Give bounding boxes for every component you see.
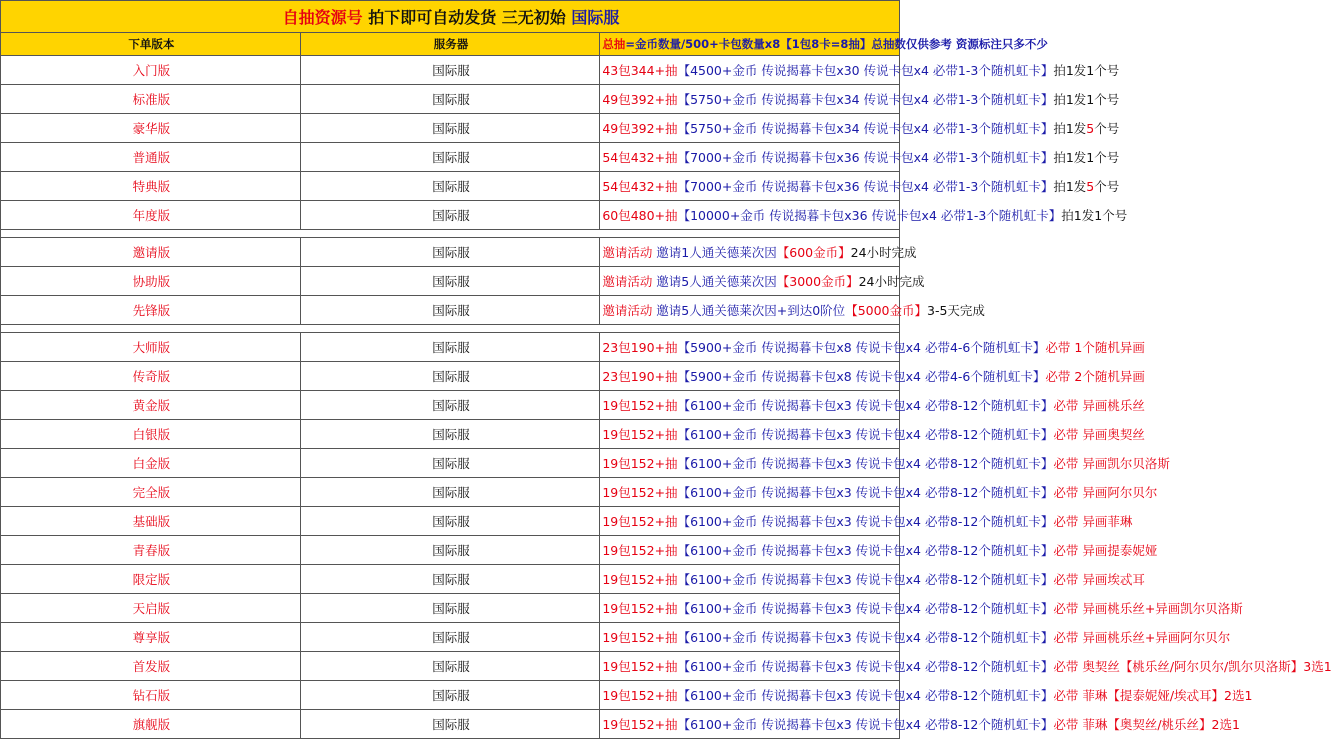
description-segment: 43包344+抽 — [602, 63, 678, 78]
description-segment: 19包152+抽 — [602, 543, 678, 558]
description-segment: 必带 1个随机异画 — [1045, 340, 1145, 355]
description-segment: 个号 — [1094, 121, 1120, 136]
server-name: 国际服 — [300, 565, 600, 594]
description-segment: 邀请5人通关德莱次因 — [656, 274, 777, 289]
server-name: 国际服 — [300, 333, 600, 362]
description-segment: 必带 菲琳【奥契丝/桃乐丝】2选1 — [1053, 717, 1240, 732]
version-name: 标准版 — [1, 85, 301, 114]
table-row — [1, 267, 900, 296]
version-name: 天启版 — [1, 594, 301, 623]
description-segment: 【6100+金币 传说揭暮卡包x3 传说卡包x4 必带8-12个随机虹卡】 — [677, 688, 1054, 703]
server-name: 国际服 — [300, 172, 600, 201]
description-segment: 【6100+金币 传说揭暮卡包x3 传说卡包x4 必带8-12个随机虹卡】 — [677, 572, 1054, 587]
description-segment: 49包392+抽 — [602, 92, 678, 107]
version-description — [600, 449, 1170, 478]
description-segment: 【6100+金币 传说揭暮卡包x3 传说卡包x4 必带8-12个随机虹卡】 — [677, 427, 1054, 442]
server-name: 国际服 — [300, 391, 600, 420]
table-row — [1, 652, 900, 681]
table-row — [1, 391, 900, 420]
separator-cell — [1, 230, 900, 238]
description-segment: 19包152+抽 — [602, 514, 678, 529]
version-description — [600, 536, 1158, 565]
description-segment: 必带 异画桃乐丝 — [1053, 398, 1145, 413]
version-name: 限定版 — [1, 565, 301, 594]
description-segment: 23包190+抽 — [602, 369, 678, 384]
description-segment: 【5900+金币 传说揭暮卡包x8 传说卡包x4 必带4-6个随机虹卡】 — [677, 340, 1046, 355]
description-segment: 拍1发 — [1053, 179, 1087, 194]
description-segment: 【5750+金币 传说揭暮卡包x34 传说卡包x4 必带1-3个随机虹卡】 — [677, 121, 1054, 136]
version-description — [600, 565, 1145, 594]
server-name: 国际服 — [300, 114, 600, 143]
separator-cell — [1, 325, 900, 333]
description-segment: 19包152+抽 — [602, 398, 678, 413]
version-description — [600, 85, 1120, 114]
table-row — [1, 296, 900, 325]
table-row — [1, 201, 900, 230]
description-segment: 拍1发1个号 — [1053, 150, 1120, 165]
server-name: 国际服 — [300, 594, 600, 623]
version-name: 青春版 — [1, 536, 301, 565]
description-segment: 【6100+金币 传说揭暮卡包x3 传说卡包x4 必带8-12个随机虹卡】 — [677, 630, 1054, 645]
table-row — [1, 420, 900, 449]
description-segment: 24小时完成 — [850, 245, 917, 260]
description-segment: 5 — [1086, 121, 1095, 136]
title-part1: 自抽资源号 — [282, 8, 363, 27]
description-segment: 拍1发1个号 — [1061, 208, 1128, 223]
description-segment: 拍1发1个号 — [1053, 92, 1120, 107]
version-description — [600, 238, 917, 267]
table-row — [1, 56, 900, 85]
description-segment: 19包152+抽 — [602, 601, 678, 616]
header-total-label: 总抽 — [602, 37, 626, 51]
table-row — [1, 681, 900, 710]
description-segment: 【6100+金币 传说揭暮卡包x3 传说卡包x4 必带8-12个随机虹卡】 — [677, 485, 1054, 500]
version-name: 白银版 — [1, 420, 301, 449]
description-segment: 【6100+金币 传说揭暮卡包x3 传说卡包x4 必带8-12个随机虹卡】 — [677, 659, 1054, 674]
description-segment: 必带 异画桃乐丝+异画凯尔贝洛斯 — [1053, 601, 1243, 616]
version-name: 传奇版 — [1, 362, 301, 391]
version-description — [600, 267, 925, 296]
description-segment: 必带 异画埃忒耳 — [1053, 572, 1145, 587]
description-segment: 拍1发1个号 — [1053, 63, 1120, 78]
description-segment: 个号 — [1094, 179, 1120, 194]
description-segment: 【6100+金币 传说揭暮卡包x3 传说卡包x4 必带8-12个随机虹卡】 — [677, 456, 1054, 471]
table-row — [1, 594, 900, 623]
version-name: 完全版 — [1, 478, 301, 507]
description-segment: 【5900+金币 传说揭暮卡包x8 传说卡包x4 必带4-6个随机虹卡】 — [677, 369, 1046, 384]
version-name: 特典版 — [1, 172, 301, 201]
version-name: 尊享版 — [1, 623, 301, 652]
server-name: 国际服 — [300, 143, 600, 172]
version-name: 豪华版 — [1, 114, 301, 143]
server-name: 国际服 — [300, 478, 600, 507]
description-segment: 必带 奥契丝【桃乐丝/阿尔贝尔/凯尔贝洛斯】3选1 — [1053, 659, 1332, 674]
description-segment: 24小时完成 — [858, 274, 925, 289]
description-segment: 邀请活动 — [602, 303, 657, 318]
description-segment: 【6100+金币 传说揭暮卡包x3 传说卡包x4 必带8-12个随机虹卡】 — [677, 717, 1054, 732]
group-separator — [1, 230, 900, 238]
title-part2: 拍下即可自动发货 三无初始 — [362, 8, 572, 27]
table-row — [1, 565, 900, 594]
version-name: 大师版 — [1, 333, 301, 362]
version-name: 邀请版 — [1, 238, 301, 267]
version-name: 年度版 — [1, 201, 301, 230]
version-description — [600, 507, 1133, 536]
page-title — [1, 1, 900, 33]
description-segment: 19包152+抽 — [602, 485, 678, 500]
server-name: 国际服 — [300, 85, 600, 114]
description-segment: 3-5天完成 — [927, 303, 985, 318]
table-row — [1, 536, 900, 565]
table-row — [1, 449, 900, 478]
table-row — [1, 238, 900, 267]
version-description — [600, 623, 1231, 652]
version-description — [600, 652, 1332, 681]
version-description — [600, 333, 1145, 362]
group-separator — [1, 325, 900, 333]
table-row — [1, 114, 900, 143]
server-name: 国际服 — [300, 652, 600, 681]
description-segment: 邀请活动 — [602, 245, 657, 260]
description-segment: 必带 异画阿尔贝尔 — [1053, 485, 1158, 500]
description-segment: 【6100+金币 传说揭暮卡包x3 传说卡包x4 必带8-12个随机虹卡】 — [677, 543, 1054, 558]
table-row — [1, 362, 900, 391]
header-server: 服务器 — [300, 33, 600, 56]
server-name: 国际服 — [300, 362, 600, 391]
description-segment: 19包152+抽 — [602, 456, 678, 471]
description-segment: 54包432+抽 — [602, 150, 678, 165]
description-segment: 【6100+金币 传说揭暮卡包x3 传说卡包x4 必带8-12个随机虹卡】 — [677, 398, 1054, 413]
description-segment: 19包152+抽 — [602, 717, 678, 732]
description-segment: 5 — [1086, 179, 1095, 194]
version-description — [600, 420, 1145, 449]
table-row — [1, 85, 900, 114]
version-name: 先锋版 — [1, 296, 301, 325]
server-name: 国际服 — [300, 201, 600, 230]
table-row — [1, 478, 900, 507]
version-name: 入门版 — [1, 56, 301, 85]
description-segment: 60包480+抽 — [602, 208, 678, 223]
version-description — [600, 114, 1120, 143]
description-segment: 邀请活动 — [602, 274, 657, 289]
version-description — [600, 143, 1120, 172]
table-row — [1, 623, 900, 652]
version-description — [600, 710, 1240, 739]
description-segment: 必带 异画提泰妮娅 — [1053, 543, 1158, 558]
version-description — [600, 201, 1128, 230]
version-description — [600, 172, 1120, 201]
description-segment: 【600金币】 — [776, 245, 851, 260]
description-segment: 必带 异画桃乐丝+异画阿尔贝尔 — [1053, 630, 1231, 645]
title-row — [1, 1, 900, 33]
version-description — [600, 296, 985, 325]
description-segment: 54包432+抽 — [602, 179, 678, 194]
server-name: 国际服 — [300, 56, 600, 85]
table-row — [1, 333, 900, 362]
title-part3: 国际服 — [571, 8, 620, 27]
description-segment: 必带 异画奥契丝 — [1053, 427, 1145, 442]
description-segment: 【10000+金币 传说揭暮卡包x36 传说卡包x4 必带1-3个随机虹卡】 — [677, 208, 1062, 223]
server-name: 国际服 — [300, 420, 600, 449]
header-description — [600, 33, 1048, 56]
description-segment: 【5000金币】 — [845, 303, 927, 318]
description-segment: 19包152+抽 — [602, 659, 678, 674]
description-segment: 49包392+抽 — [602, 121, 678, 136]
description-segment: 19包152+抽 — [602, 427, 678, 442]
description-segment: 19包152+抽 — [602, 688, 678, 703]
version-description — [600, 478, 1158, 507]
description-segment: 【4500+金币 传说揭暮卡包x30 传说卡包x4 必带1-3个随机虹卡】 — [677, 63, 1054, 78]
version-name: 钻石版 — [1, 681, 301, 710]
description-segment: 必带 菲琳【提泰妮娅/埃忒耳】2选1 — [1053, 688, 1253, 703]
header-note: =金币数量/500+卡包数量x8【1包8卡=8抽】总抽数仅供参考 资源标注只多不少 — [625, 37, 1048, 51]
description-segment: 【7000+金币 传说揭暮卡包x36 传说卡包x4 必带1-3个随机虹卡】 — [677, 179, 1054, 194]
server-name: 国际服 — [300, 710, 600, 739]
description-segment: 【5750+金币 传说揭暮卡包x34 传说卡包x4 必带1-3个随机虹卡】 — [677, 92, 1054, 107]
description-segment: 【7000+金币 传说揭暮卡包x36 传说卡包x4 必带1-3个随机虹卡】 — [677, 150, 1054, 165]
header-version: 下单版本 — [1, 33, 301, 56]
table-row — [1, 172, 900, 201]
server-name: 国际服 — [300, 536, 600, 565]
version-name: 黄金版 — [1, 391, 301, 420]
version-name: 首发版 — [1, 652, 301, 681]
server-name: 国际服 — [300, 296, 600, 325]
description-segment: 23包190+抽 — [602, 340, 678, 355]
server-name: 国际服 — [300, 507, 600, 536]
description-segment: 19包152+抽 — [602, 572, 678, 587]
description-segment: 必带 异画菲琳 — [1053, 514, 1133, 529]
description-segment: 【3000金币】 — [776, 274, 859, 289]
server-name: 国际服 — [300, 267, 600, 296]
description-segment: 必带 异画凯尔贝洛斯 — [1053, 456, 1170, 471]
description-segment: 【6100+金币 传说揭暮卡包x3 传说卡包x4 必带8-12个随机虹卡】 — [677, 514, 1054, 529]
table-row — [1, 507, 900, 536]
description-segment: 邀请1人通关德莱次因 — [656, 245, 777, 260]
version-description — [600, 391, 1145, 420]
version-description — [600, 594, 1243, 623]
version-name: 白金版 — [1, 449, 301, 478]
description-segment: 必带 2个随机异画 — [1045, 369, 1145, 384]
server-name: 国际服 — [300, 238, 600, 267]
server-name: 国际服 — [300, 681, 600, 710]
table-row — [1, 710, 900, 739]
server-name: 国际服 — [300, 449, 600, 478]
version-name: 普通版 — [1, 143, 301, 172]
description-segment: 拍1发 — [1053, 121, 1087, 136]
table-row — [1, 143, 900, 172]
description-segment: 19包152+抽 — [602, 630, 678, 645]
description-segment: 【6100+金币 传说揭暮卡包x3 传说卡包x4 必带8-12个随机虹卡】 — [677, 601, 1054, 616]
header-row — [1, 33, 900, 56]
server-name: 国际服 — [300, 623, 600, 652]
version-name: 协助版 — [1, 267, 301, 296]
version-description — [600, 362, 1145, 391]
version-name: 旗舰版 — [1, 710, 301, 739]
version-name: 基础版 — [1, 507, 301, 536]
description-segment: 邀请5人通关德莱次因+到达0阶位 — [656, 303, 846, 318]
version-description — [600, 56, 1120, 85]
version-description — [600, 681, 1253, 710]
